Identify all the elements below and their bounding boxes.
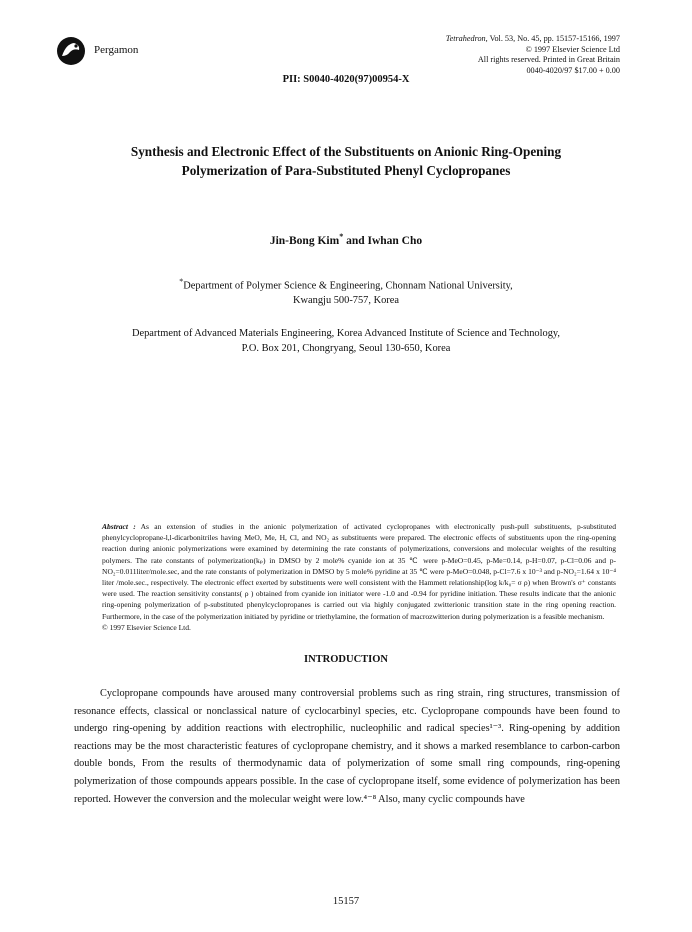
price-line: 0040-4020/97 $17.00 + 0.00 [526,65,620,75]
affiliation-2-line-1: Department of Advanced Materials Engineering, Korea Advanced Institute of Science and Technology, [131,328,561,339]
publisher-name: Pergamon [94,44,139,56]
author-list [0,232,692,247]
journal-line [446,34,620,45]
paper-title [60,142,632,180]
affiliation-2 [0,326,692,356]
section-heading-introduction: INTRODUCTION [303,654,388,665]
journal-details: Vol. 53, No. 45, pp. 15157-15166, 1997 [487,34,620,43]
abstract-label: Abstract : [102,522,136,531]
page-number: 15157 [332,896,360,907]
journal-name: Tetrahedron, [445,34,488,43]
affiliation-1 [0,274,692,308]
corresponding-mark: * [339,232,344,241]
affiliation-2-line-2: P.O. Box 201, Chongryang, Seoul 130-650, Korea [241,343,451,354]
affiliation-mark: * [179,277,184,286]
title-line-2: Polymerization of Para-Substituted Phenyl Cyclopropanes [181,163,511,178]
affiliation-1-text: Department of Polymer Science & Engineering, Chonnam National University, [183,280,513,292]
author-rest: and Iwhan Cho [343,234,423,247]
pii-identifier: PII: S0040-4020(97)00954-X [282,74,410,85]
affiliation-1-line-2: Kwangju 500-757, Korea [293,295,399,307]
abstract-copyright: © 1997 Elsevier Science Ltd. [102,622,191,632]
abstract-text: As an extension of studies in the anionic polymerization of activated cyclopropanes with electronically push-pull substituents, p-substituted phenylcyclopropane-l,l-dicarbonitriles having MeO, Me, H, Cl, and NO₂ as substituents were prepared. The electronic effects of substituents upon the ring-opening reaction during anionic polymerizations were examined by determining the rate constants of polymerizations, conversions and molecular weights of the resulting polymers. The rate constants of polymerization(kₚ) in DMSO by 2 mole% cyanide ion at 35 ℃ were p-MeO=0.45, p-Me=0.14, p-H=0.07, p-Cl=0.06 and p-NO₂=0.011liter/mole.sec, and the rate constants of polymerization in DMSO by 5 mole% pyridine at 35 ℃ were p-MeO=0.048, p-Cl=7.6 x 10⁻³ and p-NO₂=1.64 x 10⁻⁴ liter /mole.sec., respectively. The electronic effect exerted by substituents were well consistent with the Hammett relationship(log k/k₀= σ ρ) when Brown's σ⁺ constants were used. The reaction sensitivity constants( ρ ) obtained from cyanide ion initiator were -1.0 and -0.94 for pyridine initiation. These results indicate that the anionic ring-opening polymerization of p-substituted phenylcyclopropanes is carried out via highly conjugated zwitterionic transition state in the ring opening reaction. Furthermore, in the case of the polymerization initiated by pyridine or triethylamine, the formation of macrozwitterion during polymerization is a feasible mechanism. [102,522,616,621]
rights-line: All rights reserved. Printed in Great Britain [477,55,620,65]
affiliation-1-line-1 [0,274,692,293]
pergamon-logo [56,36,86,66]
journal-citation [446,34,620,76]
introduction-text: Cyclopropane compounds have aroused many controversial problems such as ring strain, ring structures, transmission of resonance effects, classical or nonclassical nature of cyclocarbinyl species, etc. Cyclopropane compounds have been found to undergo ring-opening by addition reactions with electrophilic, nucleophilic and radical species¹⁻³. Ring-opening by addition reactions may be the most characteristic features of cyclopropane chemistry, and it shows a marked resemblance to carbon-carbon double bonds, From the results of thermodynamic data of polymerization of some small ring compounds, ring-opening polymerization of those compounds appears possible. In the case of cyclopropane itself, some evidence of polymerization has been reported. However the conversion and the molecular weight were low.⁴⁻⁸ Also, many cyclic compounds have [74,688,620,805]
author-first: Jin-Bong Kim [269,234,340,247]
copyright-line: © 1997 Elsevier Science Ltd [525,44,620,54]
introduction-paragraph [74,685,620,808]
abstract [102,521,616,633]
title-line-1: Synthesis and Electronic Effect of the Substituents on Anionic Ring-Opening [130,144,562,159]
